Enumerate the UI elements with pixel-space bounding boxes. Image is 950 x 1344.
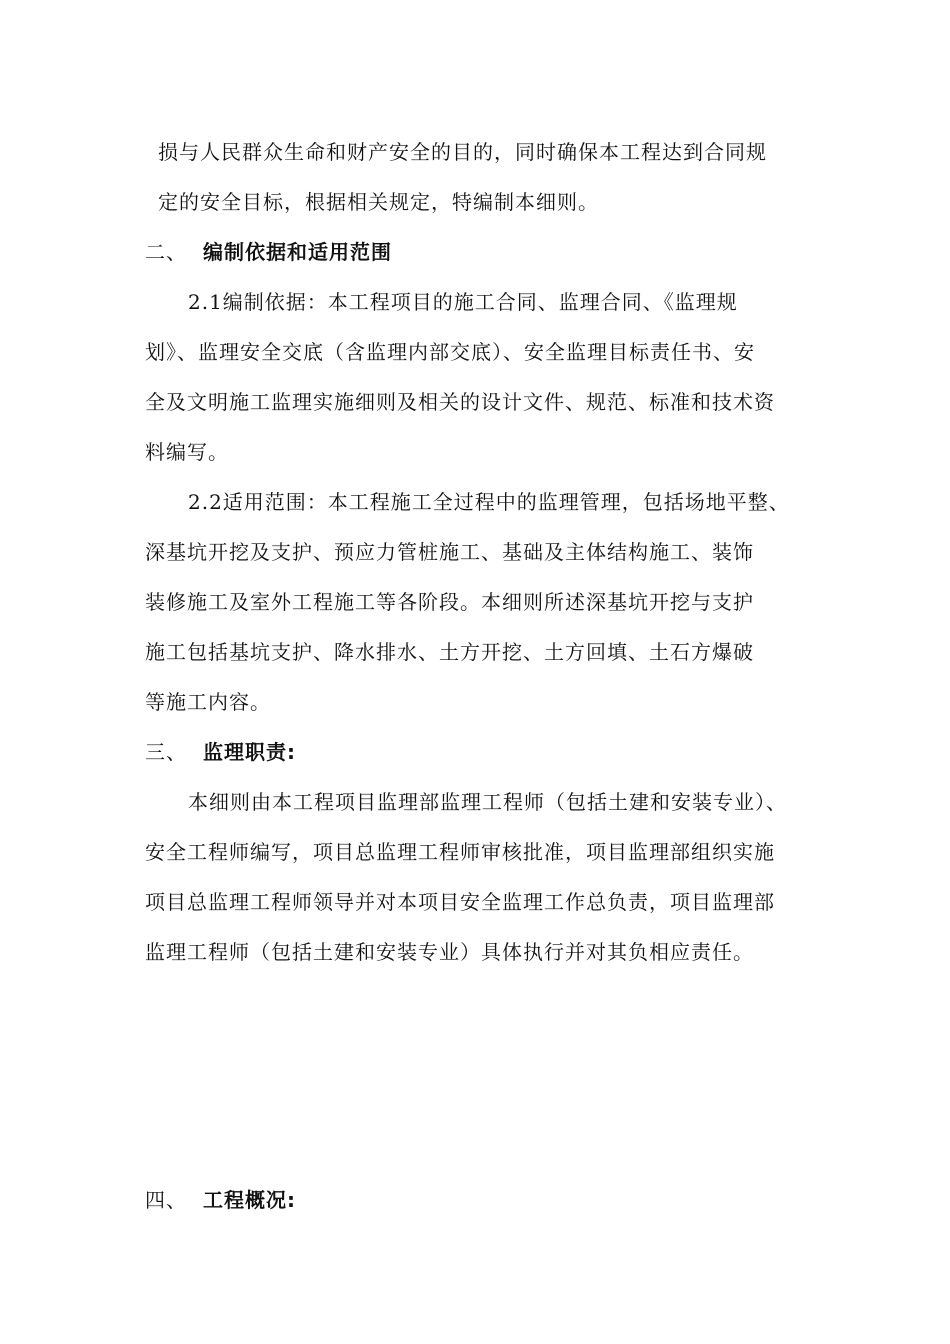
section-2-number: 二、 [145, 240, 187, 264]
section-3-line-4: 监理工程师（包括土建和安装专业）具体执行并对其负相应责任。 [145, 940, 754, 964]
intro-line-1: 损与人民群众生命和财产安全的目的，同时确保本工程达到合同规 [158, 140, 767, 164]
section-3-line-3: 项目总监理工程师领导并对本项目安全监理工作总负责，项目监理部 [145, 890, 775, 914]
section-2-title: 编制依据和适用范围 [203, 240, 392, 264]
section-4-number: 四、 [145, 1188, 187, 1212]
section-2-2-line-2: 深基坑开挖及支护、预应力管桩施工、基础及主体结构施工、装饰 [145, 540, 754, 564]
section-2-2-line-1: 2.2适用范围：本工程施工全过程中的监理管理，包括场地平整、 [188, 490, 790, 514]
section-2-2-line-3: 装修施工及室外工程施工等各阶段。本细则所述深基坑开挖与支护 [145, 590, 754, 614]
section-3-line-2: 安全工程师编写，项目总监理工程师审核批准，项目监理部组织实施 [145, 840, 775, 864]
section-2-1-line-4: 料编写。 [145, 440, 229, 464]
section-2-2-line-5: 等施工内容。 [145, 690, 271, 714]
section-4-heading [145, 1186, 296, 1214]
section-3-line-1: 本细则由本工程项目监理部监理工程师（包括土建和安装专业）、 [188, 790, 787, 814]
section-2-1-line-1: 2.1编制依据：本工程项目的施工合同、监理合同、《监理规 [188, 290, 738, 314]
section-3-heading [145, 738, 296, 766]
section-2-1-line-2: 划》、监理安全交底（含监理内部交底）、安全监理目标责任书、安 [145, 340, 755, 364]
section-2-heading [145, 238, 392, 266]
section-4-title: 工程概况: [203, 1188, 296, 1212]
section-3-number: 三、 [145, 740, 187, 764]
intro-line-2: 定的安全目标，根据相关规定，特编制本细则。 [158, 190, 599, 214]
section-2-1-line-3: 全及文明施工监理实施细则及相关的设计文件、规范、标准和技术资 [145, 390, 775, 414]
section-2-2-line-4: 施工包括基坑支护、降水排水、土方开挖、土方回填、土石方爆破 [145, 640, 754, 664]
section-3-title: 监理职责: [203, 740, 296, 764]
